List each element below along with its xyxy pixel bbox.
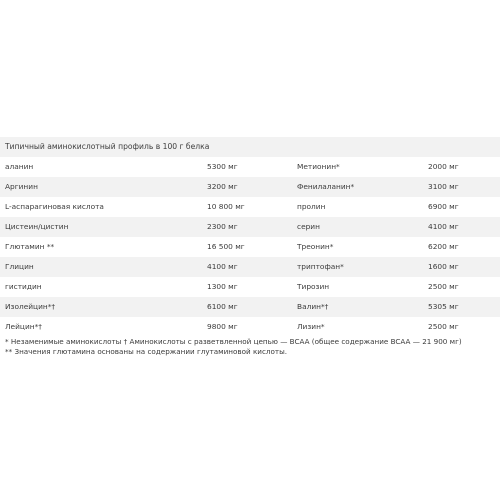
amino-acid-name: L-аспарагиновая кислота [5,202,104,211]
footnotes [5,337,495,357]
footnote-essential-bcaa: * Незаменимые аминокислоты † Аминокислоты с разветвленной цепью — BCAA (общее содержание BCAA — 21 900 мг) [5,337,462,346]
amino-acid-profile-table [0,137,500,337]
table-caption: Типичный аминокислотный профиль в 100 г белка [0,137,500,157]
amino-acid-amount: 10 800 мг [207,202,245,211]
amino-acid-amount: 3100 мг [428,182,459,191]
amino-acid-name: гистидин [5,282,42,291]
amino-acid-amount: 9800 мг [207,322,238,331]
amino-acid-amount: 5305 мг [428,302,459,311]
amino-acid-amount: 2000 мг [428,162,459,171]
amino-acid-name: пролин [297,202,326,211]
footnote-glutamine: ** Значения глютамина основаны на содержании глутаминовой кислоты. [5,347,288,356]
amino-acid-name: Треонин* [297,242,334,251]
table-row [0,277,500,297]
amino-acid-amount: 4100 мг [428,222,459,231]
amino-acid-name: аланин [5,162,34,171]
table-row [0,317,500,337]
table-row [0,257,500,277]
table-row [0,297,500,317]
table-row [0,217,500,237]
table-row [0,157,500,177]
amino-acid-name: Изолейцин*† [5,302,56,311]
amino-acid-amount: 5300 мг [207,162,238,171]
amino-acid-name: Тирозин [297,282,330,291]
amino-acid-amount: 2300 мг [207,222,238,231]
amino-acid-name: Глицин [5,262,34,271]
amino-acid-name: Лейцин*† [5,322,42,331]
amino-acid-amount: 6200 мг [428,242,459,251]
amino-acid-name: Метионин* [297,162,340,171]
amino-acid-amount: 3200 мг [207,182,238,191]
amino-acid-name: Фенилаланин* [297,182,355,191]
amino-acid-amount: 6900 мг [428,202,459,211]
amino-acid-amount: 1600 мг [428,262,459,271]
amino-acid-name: Валин*† [297,302,329,311]
amino-acid-amount: 2500 мг [428,282,459,291]
table-row [0,237,500,257]
amino-acid-amount: 4100 мг [207,262,238,271]
amino-acid-name: серин [297,222,320,231]
table-row [0,197,500,217]
amino-acid-amount: 6100 мг [207,302,238,311]
amino-acid-amount: 1300 мг [207,282,238,291]
amino-acid-name: триптофан* [297,262,344,271]
amino-acid-name: Глютамин ** [5,242,55,251]
amino-acid-amount: 2500 мг [428,322,459,331]
table-row [0,177,500,197]
amino-acid-name: Лизин* [297,322,325,331]
amino-acid-name: Аргинин [5,182,38,191]
amino-acid-amount: 16 500 мг [207,242,245,251]
amino-acid-name: Цистеин/цистин [5,222,69,231]
